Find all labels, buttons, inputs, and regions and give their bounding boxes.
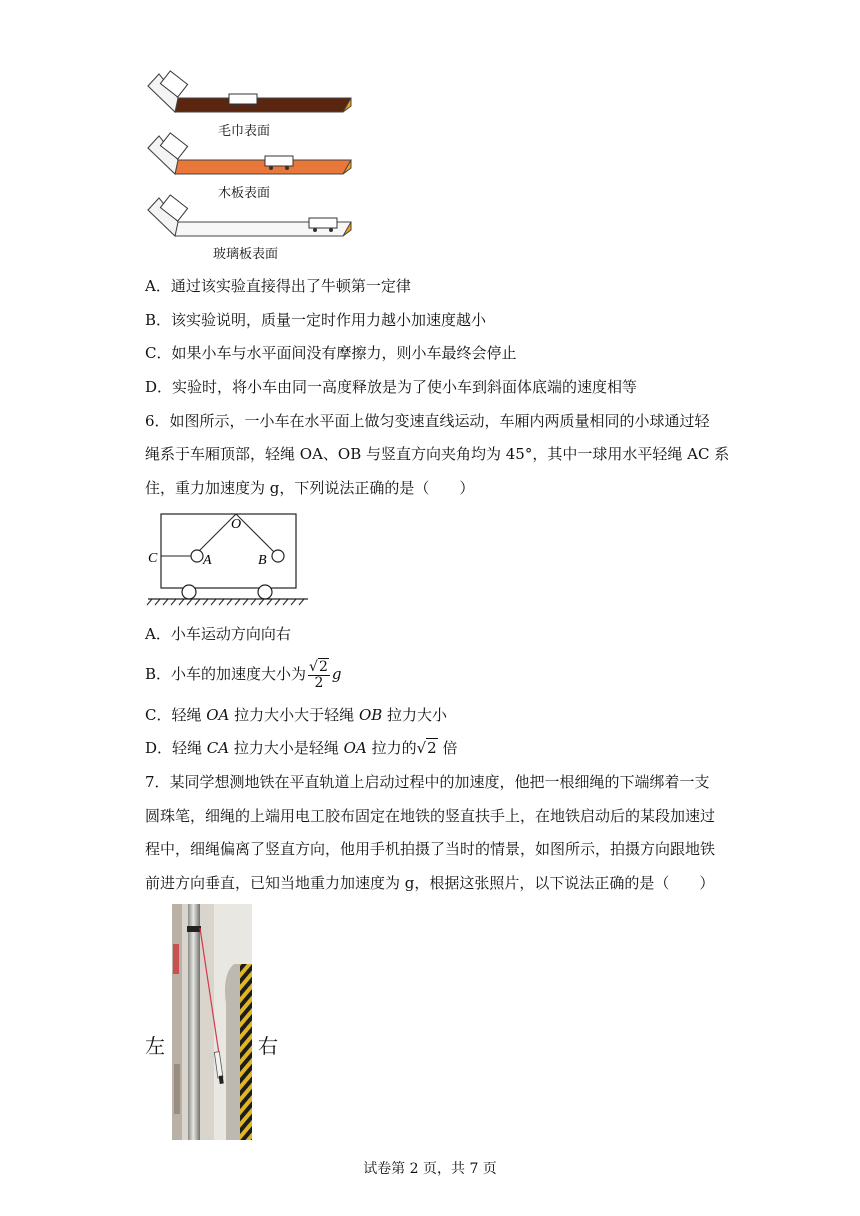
q5-option-b: B．该实验说明，质量一定时作用力越小加速度越小 xyxy=(145,311,487,329)
q6-option-d: D．轻绳 CA 拉力大小是轻绳 OA 拉力的√2 倍 xyxy=(145,739,458,757)
q6-stem-line: 6．如图所示，一小车在水平面上做匀变速直线运动，车厢内两质量相同的小球通过轻 xyxy=(145,412,710,430)
right-label: 右 xyxy=(258,1034,278,1058)
q6-option-a: A．小车运动方向向右 xyxy=(145,625,291,643)
figure-caption-wood: 木板表面 xyxy=(218,186,271,201)
page-footer: 试卷第 2 页，共 7 页 xyxy=(363,1161,497,1177)
fraction: $\frac{√2}{2}$ xyxy=(309,658,328,691)
figure-caption-glass: 玻璃板表面 xyxy=(213,247,279,262)
cart-figure xyxy=(140,508,315,608)
label-a: A xyxy=(203,553,212,568)
var-g: g xyxy=(331,665,342,683)
ramp-figure xyxy=(145,68,355,268)
q6-option-b-text: B．小车的加速度大小为 xyxy=(145,665,307,683)
towel-surface-ramp xyxy=(148,71,351,112)
figure-caption-towel: 毛巾表面 xyxy=(218,124,271,139)
label-o: O xyxy=(231,517,242,532)
q6-stem-line: 住，重力加速度为 g，下列说法正确的是（ ） xyxy=(145,479,475,497)
label-b: B xyxy=(258,553,267,568)
q6-stem-line: 绳系于车厢顶部，轻绳 OA、OB 与竖直方向夹角均为 45°，其中一球用水平轻绳 AC 系 xyxy=(145,445,730,463)
q6-option-b xyxy=(145,657,341,691)
label-c: C xyxy=(148,551,158,566)
q5-option-d: D．实验时，将小车由同一高度释放是为了使小车到斜面体底端的速度相等 xyxy=(145,378,638,396)
q7-stem-line: 前进方向垂直，已知当地重力加速度为 g，根据这张照片，以下说法正确的是（ ） xyxy=(145,874,715,892)
left-label: 左 xyxy=(145,1034,165,1058)
q6-option-c: C．轻绳 OA 拉力大小大于轻绳 OB 拉力大小 xyxy=(145,706,448,724)
q5-option-a: A．通过该实验直接得出了牛顿第一定律 xyxy=(145,277,411,295)
q5-option-c: C．如果小车与水平面间没有摩擦力，则小车最终会停止 xyxy=(145,344,517,362)
q7-stem-line: 圆珠笔，细绳的上端用电工胶布固定在地铁的竖直扶手上，在地铁启动后的某段加速过 xyxy=(145,807,716,825)
q7-stem-line: 程中，细绳偏离了竖直方向，他用手机拍摄了当时的情景，如图所示，拍摄方向跟地铁 xyxy=(145,840,716,858)
q7-stem-line: 7．某同学想测地铁在平直轨道上启动过程中的加速度，他把一根细绳的下端绑着一支 xyxy=(145,773,710,791)
subway-photo xyxy=(172,904,252,1140)
